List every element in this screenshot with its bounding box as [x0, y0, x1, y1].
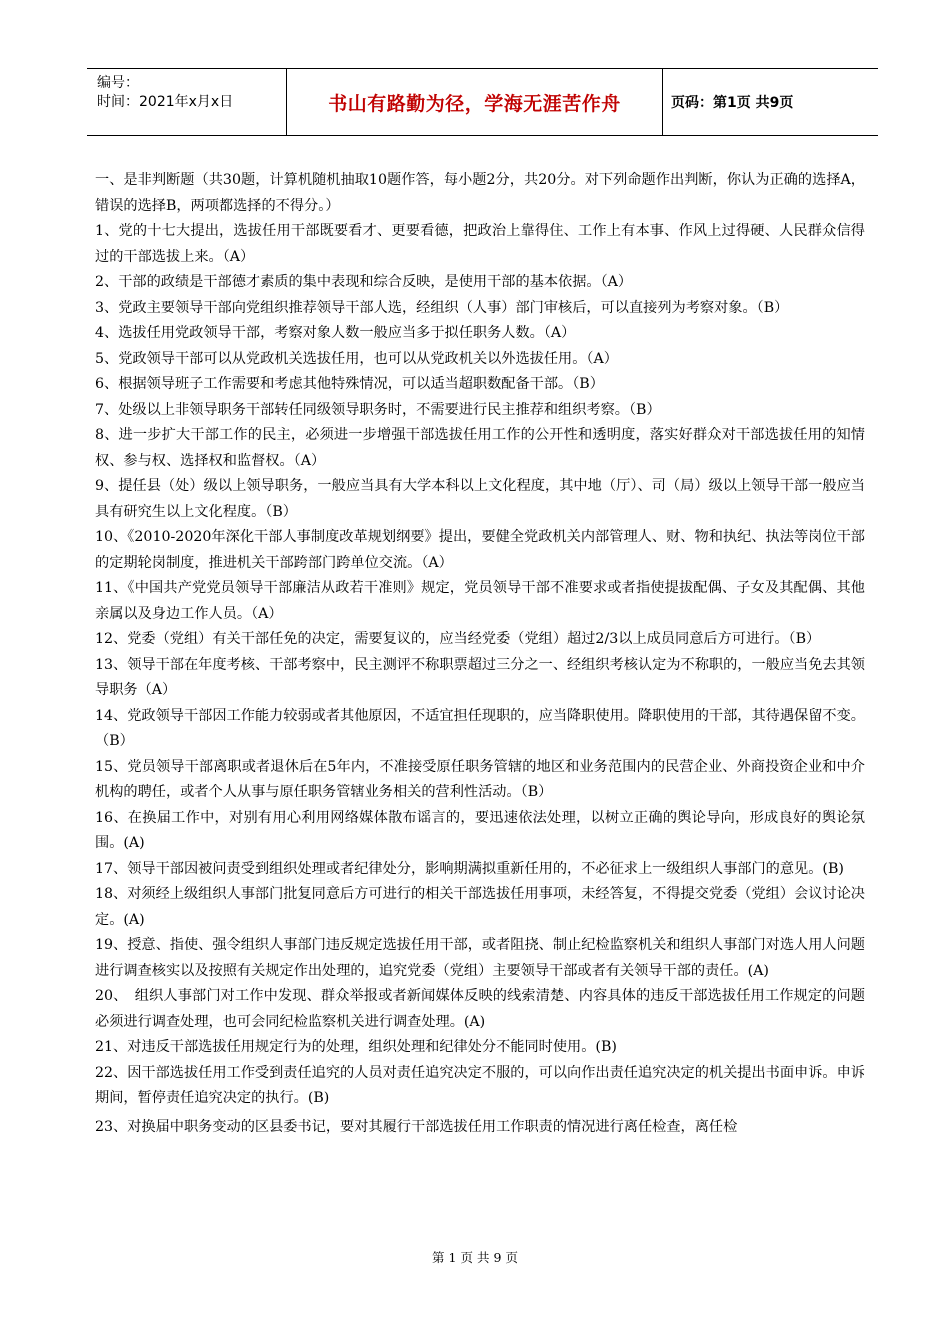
footer-page-number: 1 — [448, 1250, 457, 1265]
question-item: 21、对违反干部选拔任用规定行为的处理，组织处理和纪律处分不能同时使用。(B) — [95, 1039, 617, 1055]
question-item: 1、党的十七大提出，选拔任用干部既要看才、更要看德，把政治上靠得住、工作上有本事、作风上过得硬、人民群众信得过的干部选拔上来。（A） — [95, 223, 865, 265]
question-item: 7、处级以上非领导职务干部转任同级领导职务时，不需要进行民主推荐和组织考察。（B） — [95, 401, 661, 418]
time-label: 时间：2021年x月x日 — [97, 94, 234, 110]
question-item: 2、干部的政绩是干部德才素质的集中表现和综合反映，是使用干部的基本依据。（A） — [95, 274, 633, 290]
footer-page-word: 第 — [432, 1250, 445, 1265]
section-heading: 一、是非判断题（共30题，计算机随机抽取10题作答，每小题2分，共20分。对下列命题作出判断，你认为正确的选择A，错误的选择B，两项都选择的不得分。） — [95, 172, 865, 214]
question-item: 10、《2010-2020年深化干部人事制度改革规划纲要》提出，要健全党政机关内部管理人、财、物和执纪、执法等岗位干部的定期轮岗制度，推进机关干部跨部门跨单位交流。（A） — [95, 529, 865, 571]
document-body — [95, 168, 865, 1140]
question-item: 16、在换届工作中，对别有用心利用网络媒体散布谣言的，要迅速依法处理，以树立正确的舆论导向，形成良好的舆论氛围。(A) — [95, 809, 865, 851]
question-item: 20、 组织人事部门对工作中发现、群众举报或者新闻媒体反映的线索清楚、内容具体的违反干部选拔任用工作规定的问题必须进行调查处理，也可会同纪检监察机关进行调查处理。(A) — [95, 988, 865, 1030]
footer-page-end: 页 — [505, 1250, 518, 1265]
question-item: 8、进一步扩大干部工作的民主，必须进一步增强干部选拔任用工作的公开性和透明度，落实好群众对干部选拔任用的知情权、参与权、选择权和监督权。（A） — [95, 427, 865, 469]
question-item: 9、提任县（处）级以上领导职务，一般应当具有大学本科以上文化程度，其中地（厅）、司（局）级以上领导干部一般应当具有研究生以上文化程度。（B） — [95, 478, 865, 520]
question-item: 5、党政领导干部可以从党政机关选拔任用，也可以从党政机关以外选拔任用。（A） — [95, 350, 618, 367]
footer-page-mid: 页 共 — [460, 1250, 490, 1265]
document-header — [87, 68, 878, 136]
question-item: 17、领导干部因被问责受到组织处理或者纪律处分，影响期满拟重新任用的，不必征求上一级组织人事部门的意见。(B) — [95, 860, 844, 877]
question-item: 22、因干部选拔任用工作受到责任追究的人员对责任追究决定不服的，可以向作出责任追究决定的机关提出书面申诉。申诉期间，暂停责任追究决定的执行。(B) — [95, 1064, 865, 1106]
header-meta — [87, 69, 287, 135]
footer-total-pages: 9 — [493, 1250, 502, 1265]
question-item: 23、对换届中职务变动的区县委书记，要对其履行干部选拔任用工作职责的情况进行离任检查，离任检 — [95, 1118, 738, 1135]
question-item: 19、授意、指使、强令组织人事部门违反规定选拔任用干部，或者阻挠、制止纪检监察机关和组织人事部门对选人用人问题进行调查核实以及按照有关规定作出处理的，追究党委（党组）主要领导干部或者有关领导干部的责任。(A) — [95, 937, 865, 979]
question-item: 15、党员领导干部离职或者退休后在5年内，不准接受原任职务管辖的地区和业务范围内的民营企业、外商投资企业和中介机构的聘任，或者个人从事与原任职务管辖业务相关的营利性活动。（B） — [95, 758, 865, 800]
question-item: 11、《中国共产党党员领导干部廉洁从政若干准则》规定，党员领导干部不准要求或者指使提拔配偶、子女及其配偶、其他亲属以及身边工作人员。（A） — [95, 580, 865, 622]
question-item: 4、选拔任用党政领导干部，考察对象人数一般应当多于拟任职务人数。（A） — [95, 325, 576, 341]
question-item: 13、领导干部在年度考核、干部考察中，民主测评不称职票超过三分之一、经组织考核认定为不称职的，一般应当免去其领导职务（A） — [95, 656, 865, 698]
page-footer — [0, 1248, 950, 1266]
question-item: 12、党委（党组）有关干部任免的决定，需要复议的，应当经党委（党组）超过2/3以上成员同意后方可进行。（B） — [95, 631, 821, 647]
question-item: 6、根据领导班子工作需要和考虑其他特殊情况，可以适当超职数配备干部。（B） — [95, 376, 604, 392]
question-item: 3、党政主要领导干部向党组织推荐领导干部人选，经组织（人事）部门审核后，可以直接列为考察对象。（B） — [95, 299, 789, 316]
question-item: 18、对须经上级组织人事部门批复同意后方可进行的相关干部选拔任用事项，未经答复，不得提交党委（党组）会议讨论决定。(A) — [95, 886, 865, 928]
question-item: 14、党政领导干部因工作能力较弱或者其他原因，不适宜担任现职的，应当降职使用。降职使用的干部，其待遇保留不变。（B） — [95, 707, 865, 749]
header-motto: 书山有路勤为径，学海无涯苦作舟 — [287, 69, 663, 135]
number-label: 编号： — [97, 75, 139, 91]
header-page-info: 页码：第1页 共9页 — [671, 95, 794, 111]
